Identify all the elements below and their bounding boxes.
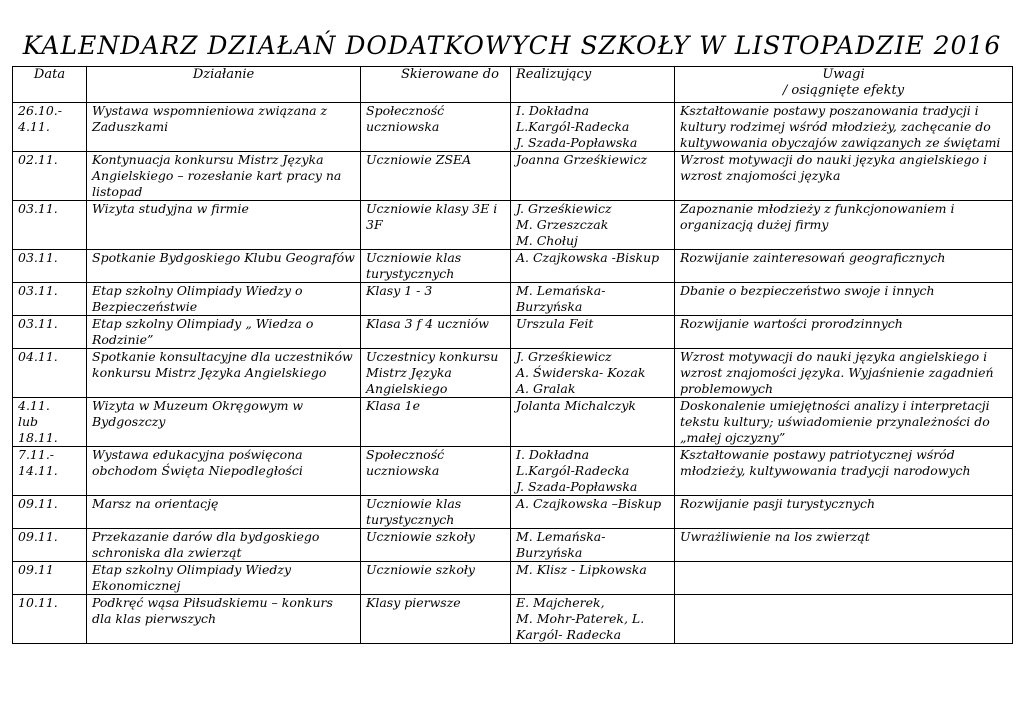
cell-organizers: Joanna Grześkiewicz — [511, 152, 675, 201]
cell-organizers: J. Grześkiewicz M. Grzeszczak M. Chołuj — [511, 201, 675, 250]
header-organizers: Realizujący — [511, 67, 675, 103]
table-row — [13, 562, 1013, 595]
cell-organizers: A. Czajkowska –Biskup — [511, 496, 675, 529]
cell-date: 03.11. — [13, 201, 87, 250]
cell-notes: Rozwijanie wartości prorodzinnych — [675, 316, 1013, 349]
table-row — [13, 447, 1013, 496]
table-body — [13, 103, 1013, 644]
header-date: Data — [13, 67, 87, 103]
cell-notes: Doskonalenie umiejętności analizy i interpretacji tekstu kultury; uświadomienie przynależności do „małej ojczyzny” — [675, 398, 1013, 447]
cell-activity: Etap szkolny Olimpiady Wiedzy Ekonomicznej — [87, 562, 361, 595]
table-row — [13, 529, 1013, 562]
cell-organizers: J. Grześkiewicz A. Świderska- Kozak A. Gralak — [511, 349, 675, 398]
cell-audience: Uczniowie klas turystycznych — [361, 250, 511, 283]
cell-date: 10.11. — [13, 595, 87, 644]
cell-audience: Klasa 3 f 4 uczniów — [361, 316, 511, 349]
table-row — [13, 398, 1013, 447]
cell-activity: Wizyta w Muzeum Okręgowym w Bydgoszczy — [87, 398, 361, 447]
cell-date: 02.11. — [13, 152, 87, 201]
cell-notes: Dbanie o bezpieczeństwo swoje i innych — [675, 283, 1013, 316]
cell-date: 04.11. — [13, 349, 87, 398]
table-row — [13, 349, 1013, 398]
cell-audience: Klasa 1e — [361, 398, 511, 447]
table-row — [13, 595, 1013, 644]
cell-audience: Społeczność uczniowska — [361, 103, 511, 152]
cell-audience: Uczestnicy konkursu Mistrz Języka Angielskiego — [361, 349, 511, 398]
table-row — [13, 201, 1013, 250]
cell-activity: Kontynuacja konkursu Mistrz Języka Angielskiego – rozesłanie kart pracy na listopad — [87, 152, 361, 201]
cell-organizers: M. Lemańska- Burzyńska — [511, 283, 675, 316]
cell-notes: Rozwijanie pasji turystycznych — [675, 496, 1013, 529]
header-row — [13, 67, 1013, 103]
cell-organizers: I. Dokładna L.Kargól-Radecka J. Szada-Popławska — [511, 447, 675, 496]
table-row — [13, 283, 1013, 316]
cell-audience: Społeczność uczniowska — [361, 447, 511, 496]
cell-notes — [675, 562, 1013, 595]
cell-activity: Wystawa edukacyjna poświęcona obchodom Święta Niepodległości — [87, 447, 361, 496]
cell-date: 09.11. — [13, 496, 87, 529]
cell-notes: Kształtowanie postawy poszanowania tradycji i kultury rodzimej wśród młodzieży, zachęcanie do kultywowania obyczajów zawiązanych ze świętami — [675, 103, 1013, 152]
cell-activity: Podkręć wąsa Piłsudskiemu – konkurs dla klas pierwszych — [87, 595, 361, 644]
page-title: KALENDARZ DZIAŁAŃ DODATKOWYCH SZKOŁY W LISTOPADZIE 2016 — [22, 31, 1002, 60]
cell-notes: Wzrost motywacji do nauki języka angielskiego i wzrost znajomości języka — [675, 152, 1013, 201]
table-row — [13, 250, 1013, 283]
cell-date: 03.11. — [13, 283, 87, 316]
cell-date: 26.10.- 4.11. — [13, 103, 87, 152]
cell-activity: Spotkanie Bydgoskiego Klubu Geografów — [87, 250, 361, 283]
cell-date: 09.11 — [13, 562, 87, 595]
cell-audience: Klasy 1 - 3 — [361, 283, 511, 316]
table-row — [13, 152, 1013, 201]
table-row — [13, 496, 1013, 529]
cell-date: 03.11. — [13, 316, 87, 349]
cell-audience: Uczniowie klasy 3E i 3F — [361, 201, 511, 250]
cell-audience: Uczniowie ZSEA — [361, 152, 511, 201]
cell-audience: Uczniowie szkoły — [361, 562, 511, 595]
cell-activity: Wystawa wspomnieniowa związana z Zaduszkami — [87, 103, 361, 152]
cell-audience: Uczniowie klas turystycznych — [361, 496, 511, 529]
header-notes: Uwagi / osiągnięte efekty — [675, 67, 1013, 103]
table-row — [13, 103, 1013, 152]
cell-organizers: M. Lemańska- Burzyńska — [511, 529, 675, 562]
cell-date: 7.11.- 14.11. — [13, 447, 87, 496]
calendar-table — [12, 66, 1013, 644]
cell-organizers: Jolanta Michalczyk — [511, 398, 675, 447]
cell-organizers: A. Czajkowska -Biskup — [511, 250, 675, 283]
cell-activity: Etap szkolny Olimpiady „ Wiedza o Rodzinie” — [87, 316, 361, 349]
cell-date: 4.11. lub 18.11. — [13, 398, 87, 447]
cell-activity: Przekazanie darów dla bydgoskiego schroniska dla zwierząt — [87, 529, 361, 562]
table-row — [13, 316, 1013, 349]
cell-organizers: M. Klisz - Lipkowska — [511, 562, 675, 595]
cell-notes: Rozwijanie zainteresowań geograficznych — [675, 250, 1013, 283]
cell-audience: Klasy pierwsze — [361, 595, 511, 644]
cell-activity: Wizyta studyjna w firmie — [87, 201, 361, 250]
cell-activity: Etap szkolny Olimpiady Wiedzy o Bezpieczeństwie — [87, 283, 361, 316]
cell-organizers: E. Majcherek, M. Mohr-Paterek, L. Kargól- Radecka — [511, 595, 675, 644]
cell-organizers: Urszula Feit — [511, 316, 675, 349]
cell-notes: Wzrost motywacji do nauki języka angielskiego i wzrost znajomości języka. Wyjaśnienie zagadnień problemowych — [675, 349, 1013, 398]
cell-notes: Kształtowanie postawy patriotycznej wśród młodzieży, kultywowania tradycji narodowych — [675, 447, 1013, 496]
header-audience: Skierowane do — [361, 67, 511, 103]
cell-organizers: I. Dokładna L.Kargól-Radecka J. Szada-Popławska — [511, 103, 675, 152]
cell-notes — [675, 595, 1013, 644]
header-activity: Działanie — [87, 67, 361, 103]
cell-notes: Uwrażliwienie na los zwierząt — [675, 529, 1013, 562]
cell-date: 09.11. — [13, 529, 87, 562]
cell-activity: Spotkanie konsultacyjne dla uczestników konkursu Mistrz Języka Angielskiego — [87, 349, 361, 398]
cell-date: 03.11. — [13, 250, 87, 283]
cell-activity: Marsz na orientację — [87, 496, 361, 529]
cell-notes: Zapoznanie młodzieży z funkcjonowaniem i organizacją dużej firmy — [675, 201, 1013, 250]
cell-audience: Uczniowie szkoły — [361, 529, 511, 562]
